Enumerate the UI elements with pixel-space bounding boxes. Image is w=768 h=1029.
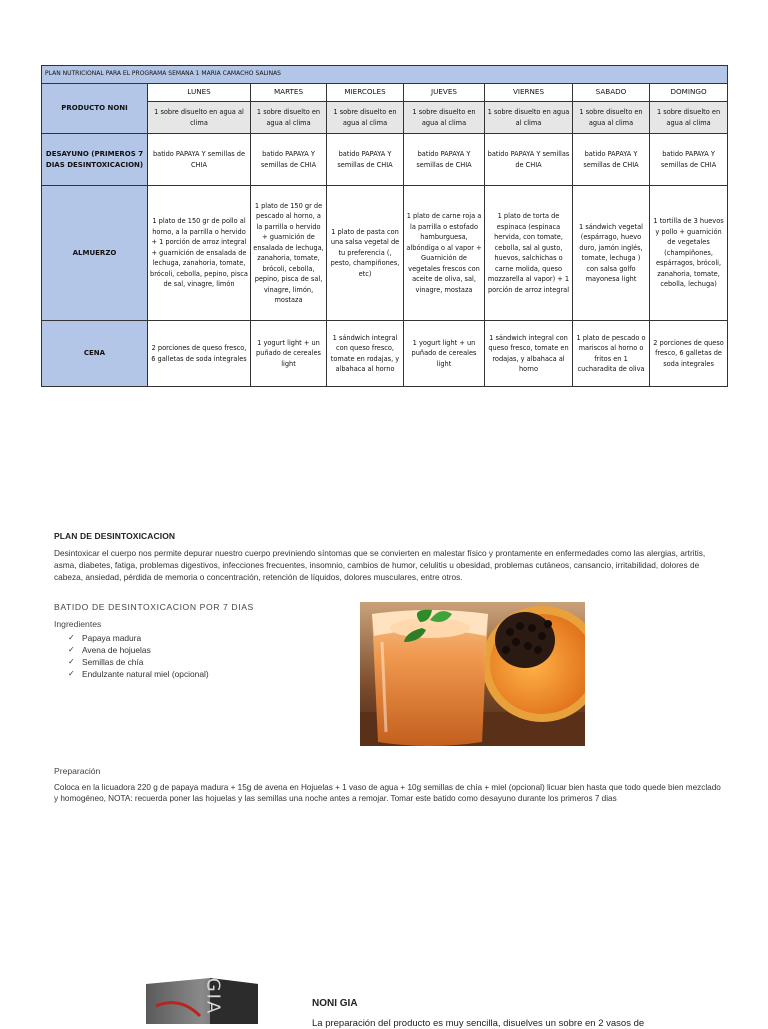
day-header-lunes: LUNES	[148, 84, 251, 102]
ingredients-heading: Ingredientes	[54, 619, 102, 629]
table-cell: 1 plato de 150 gr de pollo al horno, a la parrilla o hervido + 1 porción de arroz integral + guarnición de ensalada de lechuga, zanahoria, tomate, brócoli, cebolla, pepino, pisca de sal, vinagre, limón	[148, 186, 251, 321]
day-header-sabado: SABADO	[573, 84, 650, 102]
table-cell: batido PAPAYA Y semillas de CHIA	[485, 134, 573, 186]
list-item	[68, 656, 209, 668]
table-cell: batido PAPAYA Y semillas de CHIA	[404, 134, 485, 186]
nutrition-plan-table	[41, 65, 728, 387]
day-header-miercoles: MIERCOLES	[327, 84, 404, 102]
check-icon: ✓	[68, 633, 75, 642]
ingredient-label: Semillas de chía	[82, 657, 144, 667]
ingredient-label: Endulzante natural miel (opcional)	[82, 669, 209, 679]
table-row	[42, 186, 728, 321]
day-header-martes: MARTES	[251, 84, 327, 102]
batido-heading: BATIDO DE DESINTOXICACION POR 7 DIAS	[54, 602, 254, 612]
table-cell: batido PAPAYA Y semillas de CHIA	[148, 134, 251, 186]
row-label-almuerzo: ALMUERZO	[42, 186, 148, 321]
papaya-smoothie-photo	[360, 602, 585, 746]
table-cell: 1 sobre disuelto en agua al clima	[650, 102, 728, 134]
table-cell: 1 sobre disuelto en agua al clima	[148, 102, 251, 134]
table-cell: 1 sobre disuelto en agua al clima	[573, 102, 650, 134]
day-header-row	[42, 84, 728, 102]
check-icon: ✓	[68, 645, 75, 654]
detox-plan-heading: PLAN DE DESINTOXICACION	[54, 531, 176, 541]
table-cell: 1 plato de pasta con una salsa vegetal de tu preferencia (, pesto, champiñones, etc)	[327, 186, 404, 321]
detox-intro-paragraph: Desintoxicar el cuerpo nos permite depurar nuestro cuerpo previniendo síntomas que se convierten en malestar físico y prontamente en enfermedades como las alergias, artritis, asma, diabetes, fatiga, problemas digestivos, infecciones frecuentes, insomnio, cambios de humor, celulitis u obesidad, problemas cutáneos, cansancio, irritabilidad, dolores de cabeza, ansiedad, pérdida de memoria o concentración, retención de líquidos, dolores musculares, entre otros.	[54, 548, 706, 582]
table-cell: 2 porciones de queso fresco, 6 galletas de soda integrales	[650, 321, 728, 387]
table-cell: 1 yogurt light + un puñado de cereales light	[251, 321, 327, 387]
list-item	[68, 632, 209, 644]
table-cell: 2 porciones de queso fresco, 6 galletas de soda integrales	[148, 321, 251, 387]
table-cell: 1 sándwich integral con queso fresco, tomate en rodajas, y albahaca al horno	[327, 321, 404, 387]
table-cell: 1 sándwich integral con queso fresco, tomate en rodajas, y albahaca al horno	[485, 321, 573, 387]
preparation-heading: Preparación	[54, 766, 101, 776]
day-header-jueves: JUEVES	[404, 84, 485, 102]
preparation-paragraph: Coloca en la licuadora 220 g de papaya madura + 15g de avena en Hojuelas + 1 vaso de agua + 10g semillas de chía + miel (opcional) licuar bien hasta que todo quede bien mezclado y homogéneo, NOTA: recuerda poner las hojuelas y las semillas una noche antes a remojar. Tomar este batido como desayuno durante los primeros 7 dias	[54, 783, 721, 803]
noni-gia-heading: NONI GIA	[312, 998, 358, 1009]
table-cell: 1 plato de 150 gr de pescado al horno, a la parrilla o hervido + guarnición de ensalada de lechuga, zanahoria, tomate, brócoli, cebolla, pepino, pisca de sal, vinagre, limón, mostaza	[251, 186, 327, 321]
table-cell: batido PAPAYA Y semillas de CHIA	[251, 134, 327, 186]
day-header-viernes: VIERNES	[485, 84, 573, 102]
ingredients-list	[68, 632, 209, 680]
table-cell: batido PAPAYA Y semillas de CHIA	[327, 134, 404, 186]
ingredient-label: Papaya madura	[82, 633, 142, 643]
noni-gia-product-image	[140, 976, 260, 1024]
table-cell: 1 plato de carne roja a la parrilla o estofado hamburguesa, albóndiga o al vapor + Guarnición de vegetales frescos con aceite de oliva, sal, vinagre, mostaza	[404, 186, 485, 321]
noni-box-label: GIA	[202, 977, 224, 1016]
table-cell: 1 yogurt light + un puñado de cereales light	[404, 321, 485, 387]
table-title-row	[42, 66, 728, 84]
table-cell: 1 tortilla de 3 huevos y pollo + guarnición de vegetales (champiñones, espárragos, brócoli, zanahoria, tomate, cebolla, lechuga)	[650, 186, 728, 321]
table-cell: 1 sobre disuelto en agua al clima	[485, 102, 573, 134]
table-cell: 1 sándwich vegetal (espárrago, huevo duro, jamón inglés, tomate, lechuga ) con salsa golfo mayonesa light	[573, 186, 650, 321]
table-title: PLAN NUTRICIONAL PARA EL PROGRAMA SEMANA 1 MARIA CAMACHO SALINAS	[42, 66, 728, 84]
list-item	[68, 644, 209, 656]
table-cell: 1 sobre disuelto en agua al clima	[251, 102, 327, 134]
list-item	[68, 668, 209, 680]
table-cell: batido PAPAYA Y semillas de CHIA	[650, 134, 728, 186]
table-cell: 1 plato de pescado o mariscos al horno o fritos en 1 cucharadita de oliva	[573, 321, 650, 387]
check-icon: ✓	[68, 657, 75, 666]
day-header-domingo: DOMINGO	[650, 84, 728, 102]
table-cell: 1 sobre disuelto en agua al clima	[327, 102, 404, 134]
ingredient-label: Avena de hojuelas	[82, 645, 151, 655]
row-label-cena: CENA	[42, 321, 148, 387]
row-label-desayuno: DESAYUNO (PRIMEROS 7 DIAS DESINTOXICACION)	[42, 134, 148, 186]
check-icon: ✓	[68, 669, 75, 678]
table-cell: 1 sobre disuelto en agua al clima	[404, 102, 485, 134]
table-row	[42, 321, 728, 387]
table-cell: batido PAPAYA Y semillas de CHIA	[573, 134, 650, 186]
table-cell: 1 plato de torta de espinaca (espinaca hervida, con tomate, cebolla, sal al gusto, huevos, salchichas o carne molida, queso mozzarella al vapor) + 1 porción de arroz integral	[485, 186, 573, 321]
table-row	[42, 134, 728, 186]
noni-gia-paragraph: La preparación del producto es muy sencilla, disuelves un sobre en 2 vasos de	[312, 1018, 645, 1029]
row-label-producto-noni: PRODUCTO NONI	[42, 84, 148, 134]
